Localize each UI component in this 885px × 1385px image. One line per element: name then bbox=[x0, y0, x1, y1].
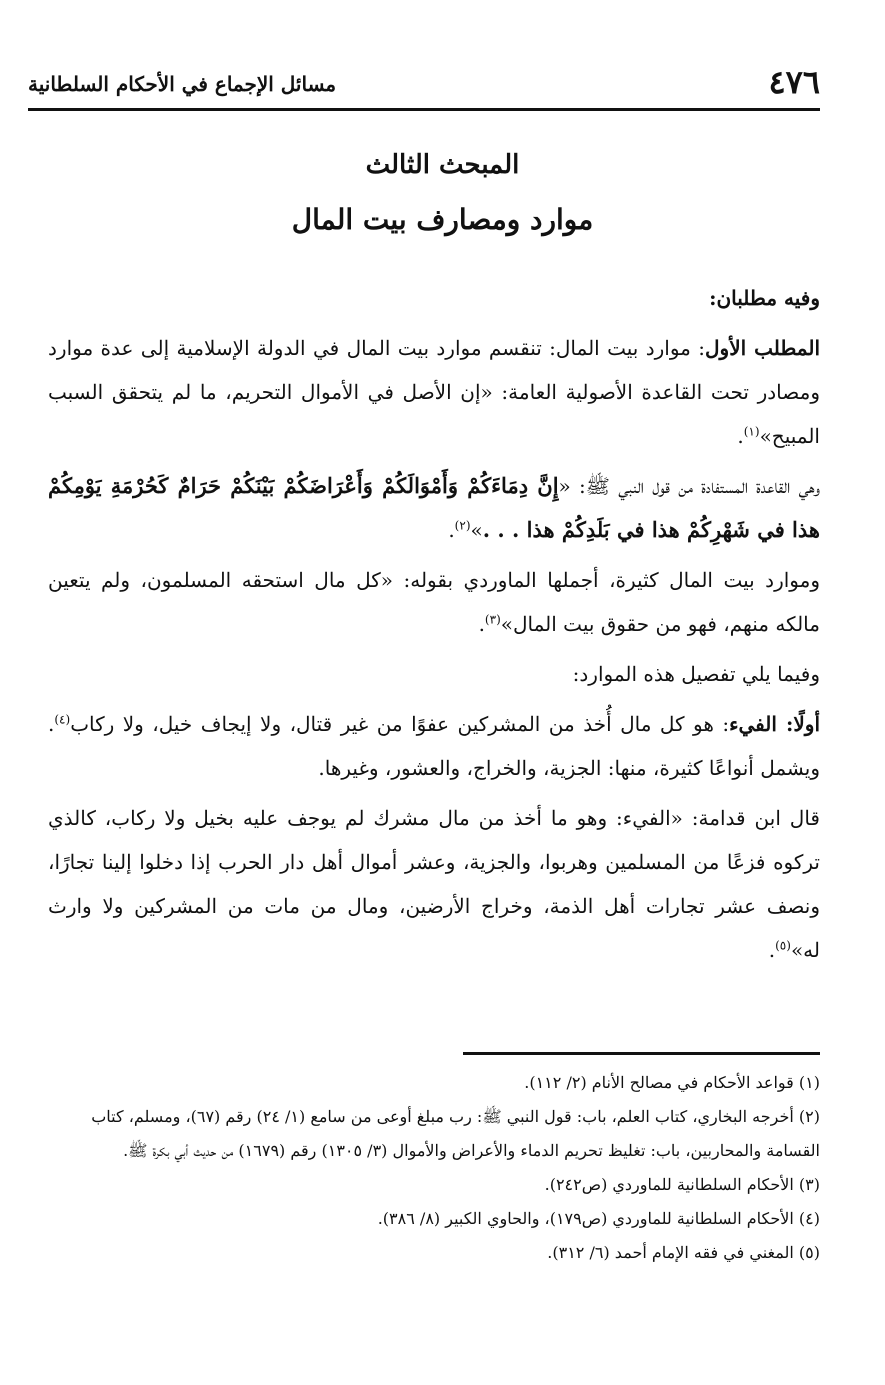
paragraph-first-topic bbox=[48, 326, 820, 458]
footnote-ref[interactable]: (٢) bbox=[454, 518, 471, 533]
running-title: مسائل الإجماع في الأحكام السلطانية bbox=[28, 72, 337, 96]
paragraph-end: . bbox=[768, 938, 776, 962]
quote-close: » bbox=[470, 518, 483, 542]
header-rule bbox=[28, 108, 820, 111]
section-subtitle: موارد ومصارف بيت المال bbox=[291, 203, 594, 236]
footnote-item bbox=[48, 1066, 820, 1100]
footnote-text: الأحكام السلطانية للماوردي (ص٢٤٢). bbox=[544, 1175, 794, 1194]
footnote-text: المغني في فقه الإمام أحمد (٦/ ٣١٢). bbox=[547, 1243, 794, 1262]
topic-heading: المطلب الأول bbox=[705, 336, 821, 360]
paragraph-hadith bbox=[48, 464, 820, 552]
footnote-item bbox=[48, 1236, 820, 1270]
hadith-quote: إِنَّ دِمَاءَكُمْ وَأَمْوَالَكُمْ وَأَعْرَاضَكُمْ بَيْنَكُمْ حَرَامٌ كَحُرْمَةِ يَوْمِكُمْ هذا في شَهْرِكُمْ هذا في بَلَدِكُمْ هذا . . . bbox=[48, 473, 820, 542]
footnote-item bbox=[48, 1202, 820, 1236]
paragraph-ibn-qudama bbox=[48, 796, 820, 972]
paragraph-text: . ويشمل أنواعًا كثيرة، منها: الجزية، والخراج، والعشور، وغيرها. bbox=[48, 712, 820, 780]
paragraph-text: وموارد بيت المال كثيرة، أجملها الماوردي بقوله: «كل مال استحقه المسلمون، ولم يتعين مالكه منهم، فهو من حقوق بيت المال» bbox=[48, 568, 820, 636]
footnote-item bbox=[48, 1168, 820, 1202]
topic-heading: أولًا: الفيء bbox=[729, 712, 821, 736]
footnote-number: (١) bbox=[798, 1073, 820, 1092]
footnote-ref[interactable]: (١) bbox=[743, 424, 760, 439]
footnote-number: (٢) bbox=[798, 1107, 820, 1126]
footnote-number: (٤) bbox=[798, 1209, 820, 1228]
footnote-number: (٣) bbox=[798, 1175, 820, 1194]
paragraph-end: . bbox=[448, 518, 455, 542]
paragraph-text: وهي القاعدة المستفادة من قول النبي ﷺ: « bbox=[558, 474, 821, 498]
paragraph-fay bbox=[48, 702, 820, 790]
paragraph-text: : موارد بيت المال: تنقسم موارد بيت المال في الدولة الإسلامية إلى عدة موارد ومصادر تحت القاعدة الأصولية العامة: «إن الأصل في الأموال التحريم، ما لم يتحقق السبب المبيح» bbox=[48, 336, 820, 448]
footnote-ref[interactable]: (٤) bbox=[54, 712, 71, 727]
footnote-text: أخرجه البخاري، كتاب العلم، باب: قول النبي ﷺ: رب مبلغ أوعى من سامع (١/ ٢٤) رقم (٦٧)، ومسلم، كتاب القسامة والمحاربين، باب: تغليظ تحريم الدماء والأعراض والأموال (٣/ ١٣٠٥) رقم (١٦٧٩) من حديث أبي بكرة ﷺ. bbox=[91, 1107, 820, 1160]
paragraph-intro: وفيه مطلبان: bbox=[709, 286, 820, 310]
paragraph-mawardi bbox=[48, 558, 820, 646]
paragraph-end: . bbox=[737, 424, 744, 448]
paragraph-end: . bbox=[478, 612, 485, 636]
section-title: المبحث الثالث bbox=[365, 150, 520, 180]
paragraph-text: : هو كل مال أُخذ من المشركين عفوًا من غير قتال، ولا إيجاف خيل، ولا ركاب bbox=[70, 712, 730, 736]
footnote-item bbox=[48, 1100, 820, 1168]
paragraph-details-intro: وفيما يلي تفصيل هذه الموارد: bbox=[572, 662, 820, 686]
footnote-text: الأحكام السلطانية للماوردي (ص١٧٩)، والحاوي الكبير (٨/ ٣٨٦). bbox=[377, 1209, 794, 1228]
footnote-ref[interactable]: (٥) bbox=[775, 938, 791, 953]
page-header bbox=[28, 60, 820, 104]
paragraph-text: قال ابن قدامة: «الفيء: وهو ما أخذ من مال مشرك لم يوجف عليه بخيل ولا ركاب، كالذي تركوه فزعًا من المسلمين وهربوا، والجزية، وعشر أموال أهل دار الحرب إذا دخلوا إلينا تجارًا، ونصف عشر تجارات أهل الذمة، وخراج الأرضين، ومال من مات من المشركين ولا وارث له» bbox=[48, 806, 820, 962]
page-number: ٤٧٦ bbox=[768, 63, 820, 101]
footnote-number: (٥) bbox=[798, 1243, 820, 1262]
body-text bbox=[48, 276, 820, 978]
footnote-text: قواعد الأحكام في مصالح الأنام (٢/ ١١٢). bbox=[524, 1073, 794, 1092]
footnote-separator bbox=[463, 1052, 820, 1055]
footnote-ref[interactable]: (٣) bbox=[484, 612, 501, 627]
footnotes bbox=[48, 1066, 820, 1270]
